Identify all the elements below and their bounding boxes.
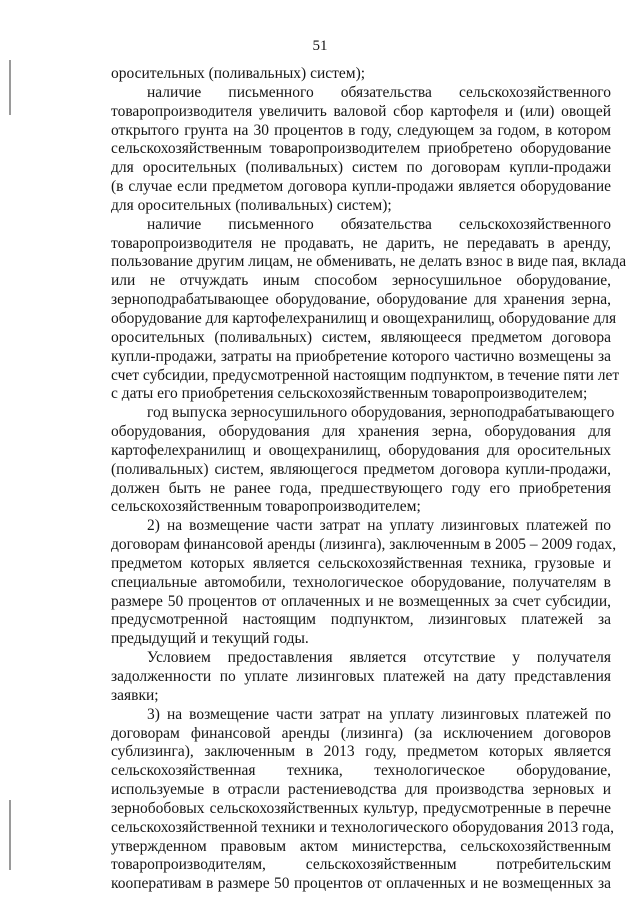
text-line: с даты его приобретения сельскохозяйственным товаропроизводителем; (111, 385, 588, 403)
text-line: для оросительных (поливальных) систем); (111, 196, 392, 214)
text-line: сельскохозяйственная техника, технологическое оборудование, (111, 762, 611, 780)
text-line: товаропроизводителя не продавать, не дарить, не передавать в аренду, (111, 234, 611, 252)
text-line: наличие письменного обязательства сельскохозяйственного (147, 215, 611, 233)
text-line: оборудование для картофелехранилищ и овощехранилищ, оборудование для (111, 309, 617, 327)
page-number: 51 (312, 38, 328, 54)
text-line: сельскохозяйственной техники и технологического оборудования 2013 года, (111, 818, 615, 836)
text-line: сублизинга), заключенным в 2013 году, предметом которых является (111, 743, 611, 761)
text-line: предусмотренной настоящим подпунктом, лизинговых платежей за (111, 611, 611, 629)
text-line: должен быть не ранее года, предшествующего году его приобретения (111, 479, 611, 497)
text-line: специальные автомобили, технологическое оборудование, получателям в (111, 573, 611, 591)
text-line: 3) на возмещение части затрат на уплату лизинговых платежей по (147, 705, 611, 723)
text-line: сельскохозяйственным товаропроизводителем; (111, 498, 421, 516)
text-line: (поливальных) систем, являющегося предметом договора купли-продажи, (111, 460, 611, 478)
text-line: оборудования, оборудования для хранения зерна, оборудования для (111, 423, 611, 441)
text-line: (в случае если предметом договора купли-продажи является оборудование (111, 178, 611, 196)
document-body (111, 65, 627, 894)
text-line: пользование другим лицам, не обменивать, не делать взнос в виде пая, вклада (111, 253, 627, 271)
text-line: задолженности по уплате лизинговых платежей на дату представления (111, 668, 611, 685)
text-line: товаропроизводителя увеличить валовой сбор картофеля и (или) овощей (111, 102, 611, 120)
scan-margin-mark (9, 800, 11, 870)
text-line: год выпуска зерносушильного оборудования, зерноподрабатывающего (147, 404, 615, 422)
text-line: или не отчуждать иным способом зерносушильное оборудование, (111, 272, 611, 290)
text-line: зернобобовых сельскохозяйственных культур, предусмотренные в перечне (111, 799, 611, 817)
text-line: счет субсидии, предусмотренной настоящим подпунктом, в течение пяти лет (111, 366, 620, 384)
scan-margin-mark (9, 60, 11, 115)
text-line: картофелехранилищ и овощехранилищ, оборудования для оросительных (111, 441, 611, 459)
text-line: Условием предоставления является отсутствие у получателя (147, 649, 611, 667)
text-line: купли-продажи, затраты на приобретение которого частично возмещены за (111, 347, 611, 365)
text-line: размере 50 процентов от оплаченных и не возмещенных за счет субсидии, (111, 592, 611, 610)
text-line: товаропроизводителям, сельскохозяйственным потребительским (111, 856, 611, 874)
text-line: 2) на возмещение части затрат на уплату лизинговых платежей по (147, 517, 611, 535)
text-line: кооперативам в размере 50 процентов от оплаченных и не возмещенных за (111, 875, 611, 893)
text-line: используемые в отрасли растениеводства для производства зерновых и (111, 781, 611, 799)
text-line: зерноподрабатывающее оборудование, оборудование для хранения зерна, (111, 291, 611, 309)
text-line: утвержденном правовым актом министерства, сельскохозяйственным (111, 837, 611, 855)
text-line: предметом которых является сельскохозяйственная техника, грузовые и (111, 554, 611, 572)
text-line: договорам финансовой аренды (лизинга) (за исключением договоров (111, 724, 611, 742)
text-line: оросительных (поливальных) систем); (111, 65, 366, 82)
text-line: для оросительных (поливальных) систем по договорам купли-продажи (111, 159, 611, 177)
text-line: открытого грунта на 30 процентов в году, следующем за годом, в котором (111, 121, 611, 139)
text-line: наличие письменного обязательства сельскохозяйственного (147, 83, 611, 101)
text-line: договорам финансовой аренды (лизинга), заключенным в 2005 – 2009 годах, (111, 536, 617, 554)
text-line: заявки; (111, 686, 159, 704)
text-line: сельскохозяйственным товаропроизводителем приобретено оборудование (111, 140, 611, 158)
text-line: предыдущий и текущий годы. (111, 630, 309, 648)
text-line: оросительных (поливальных) систем, являющееся предметом договора (111, 328, 611, 346)
